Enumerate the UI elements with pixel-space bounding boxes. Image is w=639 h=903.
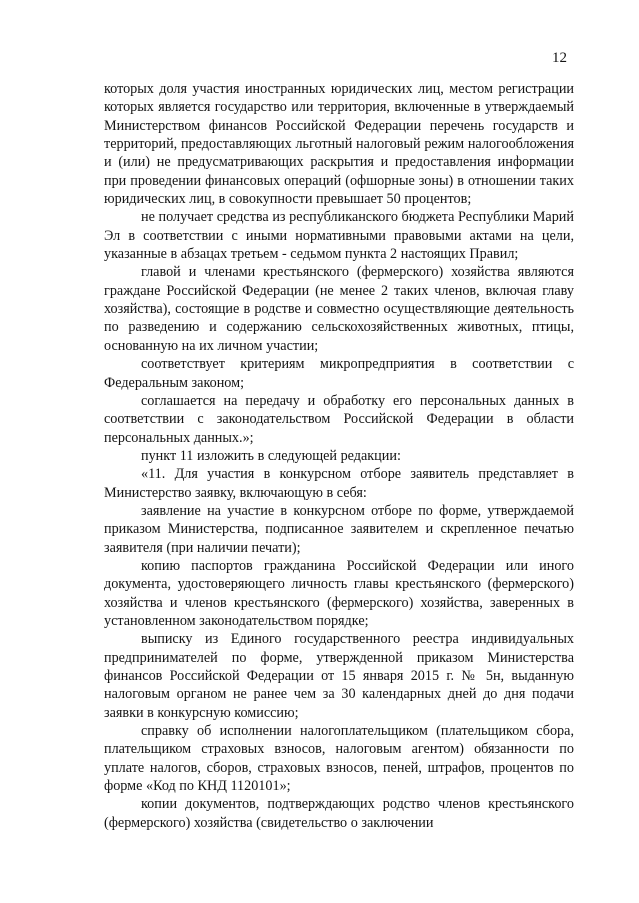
paragraph: копию паспортов гражданина Российской Федерации или иного документа, удостоверяющего личность главы крестьянского (фермерского) хозяйства и членов крестьянского (фермерского) хозяйства, заверенных в установленном законодательством порядке;	[104, 557, 574, 629]
paragraph: соответствует критериям микропредприятия в соответствии с Федеральным законом;	[104, 356, 574, 391]
page-number: 12	[552, 50, 567, 66]
paragraph: заявление на участие в конкурсном отборе по форме, утверждаемой приказом Министерства, подписанное заявителем и скрепленное печатью заявителя (при наличии печати);	[104, 502, 574, 556]
paragraph: не получает средства из республиканского бюджета Республики Марий Эл в соответствии с иными нормативными правовыми актами на цели, указанные в абзацах третьем - седьмом пункта 2 настоящих Правил;	[104, 209, 574, 263]
paragraph: копии документов, подтверждающих родство членов крестьянского (фермерского) хозяйства (свидетельство о заключении	[104, 796, 574, 831]
paragraph: «11. Для участия в конкурсном отборе заявитель представляет в Министерство заявку, включающую в себя:	[104, 466, 574, 501]
paragraph: главой и членами крестьянского (фермерского) хозяйства являются граждане Российской Федерации (не менее 2 таких членов, включая главу хозяйства), состоящие в родстве и совместно осуществляющие деятельность по разведению и содержанию сельскохозяйственных животных, птицы, основанную на их личном участии;	[104, 264, 574, 354]
paragraph: которых доля участия иностранных юридических лиц, местом регистрации которых является государство или территория, включенные в утверждаемый Министерством финансов Российской Федерации перечень государств и территорий, предоставляющих льготный налоговый режим налогообложения и (или) не предусматривающих раскрытия и предоставления информации при проведении финансовых операций (офшорные зоны) в отношении таких юридических лиц, в совокупности превышает 50 процентов;	[104, 81, 574, 208]
paragraph: соглашается на передачу и обработку его персональных данных в соответствии с законодательством Российской Федерации в области персональных данных.»;	[104, 392, 574, 446]
paragraph: пункт 11 изложить в следующей редакции:	[141, 447, 401, 464]
paragraph: выписку из Единого государственного реестра индивидуальных предпринимателей по форме, утвержденной приказом Министерства финансов Российской Федерации от 15 января 2015 г. № 5н, выданную налоговым органом не ранее чем за 30 календарных дней до дня подачи заявки в конкурсную комиссию;	[104, 631, 574, 721]
paragraph: справку об исполнении налогоплательщиком (плательщиком сбора, плательщиком страховых взносов, налоговым агентом) обязанности по уплате налогов, сборов, страховых взносов, пеней, штрафов, процентов по форме «Код по КНД 1120101»;	[104, 723, 574, 795]
document-body	[104, 80, 574, 832]
